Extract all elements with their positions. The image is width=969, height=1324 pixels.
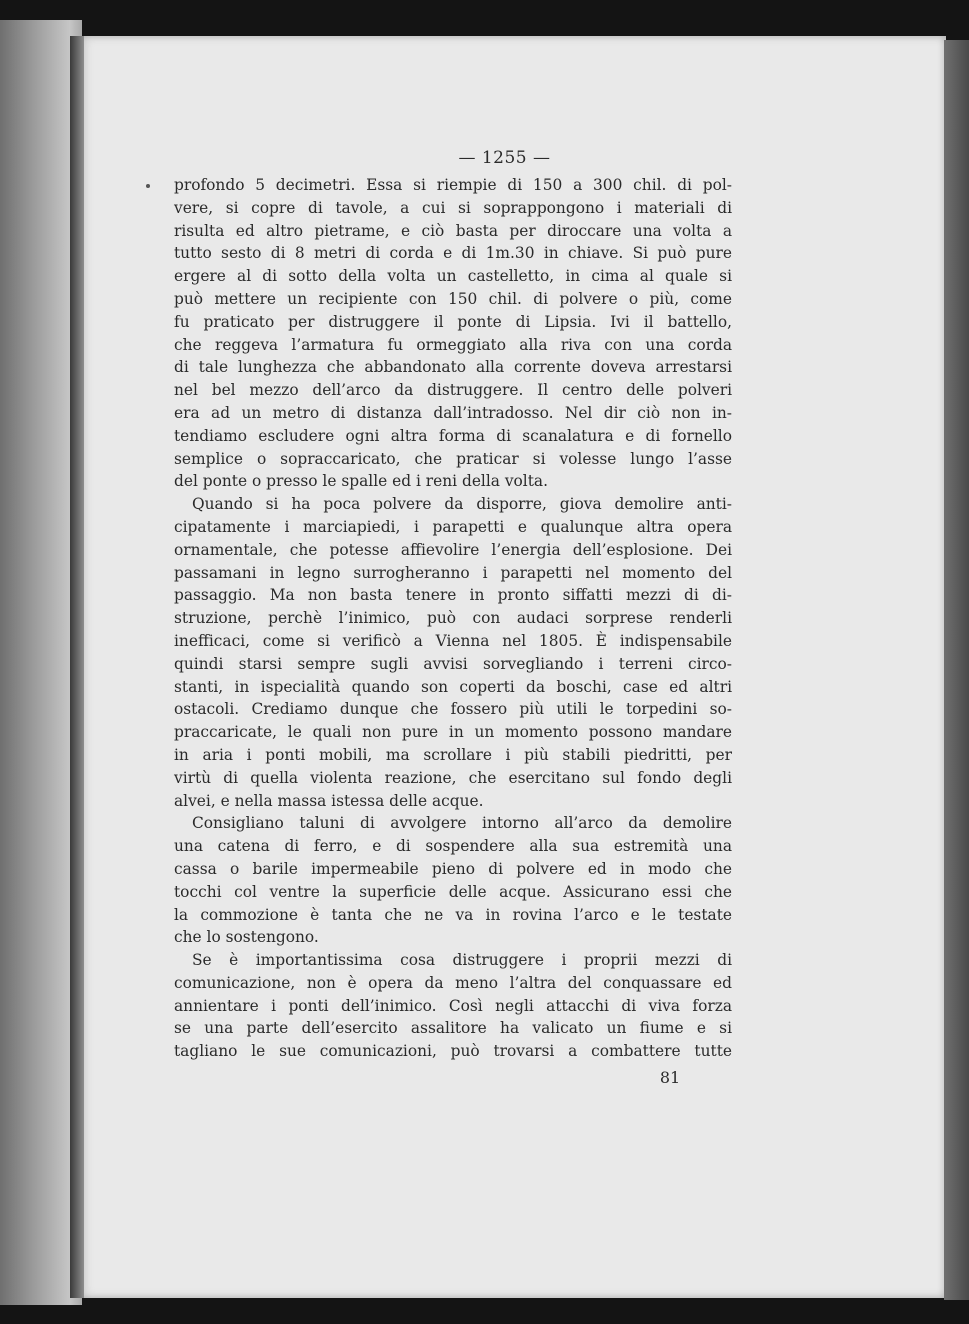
text-line: del ponte o presso le spalle ed i reni della volta. [174,472,548,491]
text-line: alvei, e nella massa istessa delle acque. [174,791,484,810]
text-line: profondo 5 decimetri. Essa si riempie di 150 a 300 chil. di pol- [174,176,732,194]
page-number-header: — 1255 — [458,148,551,168]
signature-mark: 81 [659,1068,681,1087]
text-line: risulta ed altro pietrame, e ciò basta per diroccare una volta a [174,221,732,240]
text-line: ostacoli. Crediamo dunque che fossero più utili le torpedini so- [174,700,732,719]
text-line: Quando si ha poca polvere da disporre, giova demolire anti- [192,495,732,514]
text-line: ergere al di sotto della volta un castelletto, in cima al quale si [174,267,732,286]
text-line: nel bel mezzo dell’arco da distruggere. Il centro delle polveri [174,381,732,400]
text-line: tutto sesto di 8 metri di corda e di 1m.30 in chiave. Si può pure [174,244,732,263]
text-line: virtù di quella violenta reazione, che esercitano sul fondo degli [174,768,732,787]
text-line: struzione, perchè l’inimico, può con audaci sorprese renderli [174,609,732,628]
text-line: cipatamente i marciapiedi, i parapetti e qualunque altra opera [174,517,732,536]
text-line: stanti, in ispecialità quando son coperti da boschi, case ed altri [174,677,732,696]
text-line: cassa o barile impermeabile pieno di polvere ed in modo che [174,859,732,878]
text-line: vere, si copre di tavole, a cui si soprappongono i materiali di [174,198,732,217]
text-line: ornamentale, che potesse affievolire l’energia dell’esplosione. Dei [174,540,732,559]
text-line: inefficaci, come si verificò a Vienna nel 1805. È indispensabile [174,631,732,650]
text-line: tagliano le sue comunicazioni, può trovarsi a combattere tutte [174,1042,732,1061]
text-line: fu praticato per distruggere il ponte di Lipsia. Ivi il battello, [174,312,732,331]
text-line: può mettere un recipiente con 150 chil. di polvere o più, come [174,289,732,308]
text-line: la commozione è tanta che ne va in rovina l’arco e le testate [174,905,732,924]
text-line: che lo sostengono. [174,928,319,947]
book-gutter [70,36,84,1298]
text-line: che reggeva l’armatura fu ormeggiato alla riva con una corda [174,335,732,354]
page-stack-edge [944,40,969,1300]
text-line: comunicazione, non è opera da meno l’altra del conquassare ed [174,973,732,992]
text-line: passamani in legno surrogheranno i parapetti nel momento del [174,563,732,582]
text-line: passaggio. Ma non basta tenere in pronto siffatti mezzi di di- [174,586,732,605]
body-text [174,174,732,1063]
text-line: di tale lunghezza che abbandonato alla corrente doveva arrestarsi [174,358,732,377]
text-line: semplice o sopraccaricato, che praticar si volesse lungo l’asse [174,449,732,468]
text-line: tendiamo escludere ogni altra forma di scanalatura e di fornello [174,426,732,445]
text-line: se una parte dell’esercito assalitore ha valicato un fiume e si [174,1019,732,1038]
text-line: praccaricate, le quali non pure in un momento possono mandare [174,723,732,742]
text-line: una catena di ferro, e di sospendere alla sua estremità una [174,837,732,856]
margin-mark [146,184,150,188]
text-line: annientare i ponti dell’inimico. Così negli attacchi di viva forza [174,996,732,1015]
text-line: Consigliano taluni di avvolgere intorno all’arco da demolire [192,814,732,833]
text-line: era ad un metro di distanza dall’intradosso. Nel dir ciò non in- [174,403,732,422]
text-line: in aria i ponti mobili, ma scrollare i più stabili piedritti, per [174,745,732,764]
text-line: Se è importantissima cosa distruggere i proprii mezzi di [192,951,732,970]
text-line: quindi starsi sempre sugli avvisi sorvegliando i terreni circo- [174,654,732,673]
text-line: tocchi col ventre la superficie delle acque. Assicurano essi che [174,882,732,901]
